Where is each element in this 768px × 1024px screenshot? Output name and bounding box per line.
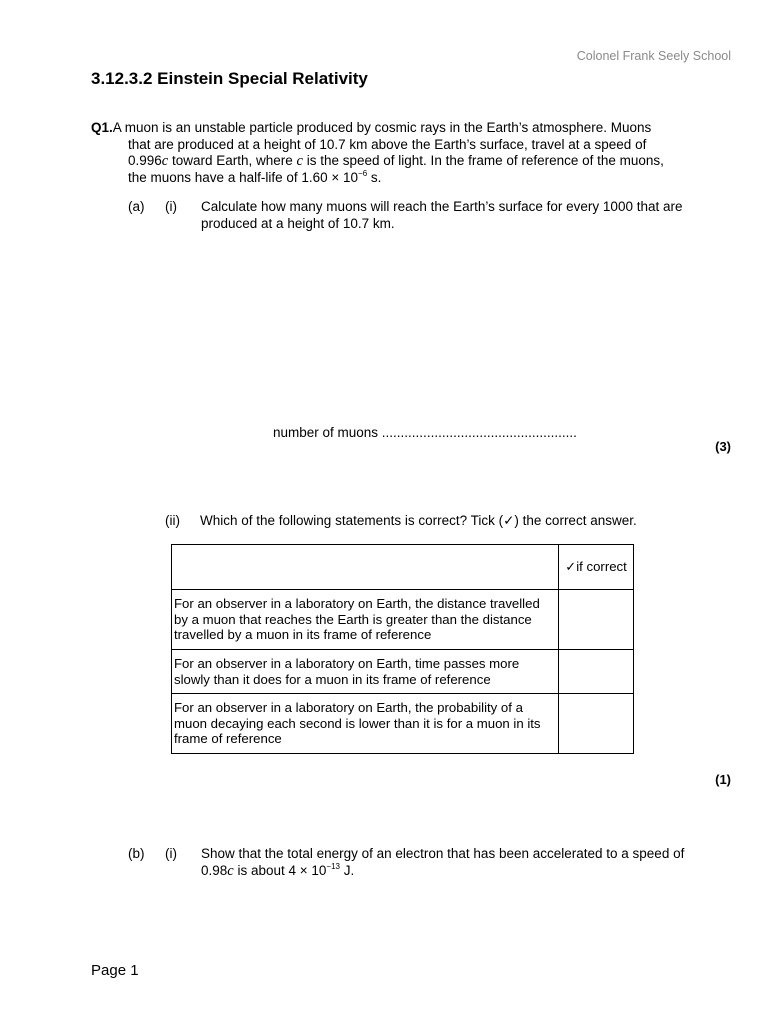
- part-a-i-label: (i): [165, 199, 177, 214]
- question-number: Q1.: [91, 120, 113, 135]
- header-empty-cell: [172, 545, 559, 590]
- part-a-ii-label: (ii): [165, 513, 180, 528]
- part-b-label: (b): [128, 846, 145, 861]
- tick-box-2[interactable]: [559, 650, 634, 694]
- school-name: Colonel Frank Seely School: [576, 49, 731, 63]
- part-a-ii-text: Which of the following statements is correct? Tick (✓) the correct answer.: [200, 513, 637, 528]
- part-a-i-text: Calculate how many muons will reach the Earth’s surface for every 1000 that are produced at a height of 10.7 km.: [201, 199, 683, 231]
- page-number: Page 1: [91, 962, 139, 979]
- intro-line-4: the muons have a half-life of $1.60 \times 10^{-6}$ s.: [128, 168, 382, 185]
- intro-line-2: that are produced at a height of 10.7 km above the Earth’s surface, travel at a speed of: [128, 136, 647, 152]
- answer-line-number-of-muons[interactable]: number of muons ....................................................: [273, 425, 577, 440]
- table-row: [172, 650, 634, 694]
- tick-box-1[interactable]: [559, 590, 634, 650]
- intro-line-1: A muon is an unstable particle produced by cosmic rays in the Earth’s atmosphere. Muons: [112, 120, 652, 135]
- part-b-i-text: Show that the total energy of an electron that has been accelerated to a speed of 0.98c is about $4 \times 10^{-13}$ J.: [201, 846, 685, 879]
- statement-3: For an observer in a laboratory on Earth, the probability of a muon decaying each second is lower than it is for a muon in its frame of reference: [172, 694, 559, 754]
- tick-answer-table: [171, 544, 634, 754]
- intro-line-3: 0.996c toward Earth, where c is the speed of light. In the frame of reference of the muons,: [128, 153, 664, 169]
- marks-a-i: (3): [715, 439, 731, 454]
- table-header-row: [172, 545, 634, 590]
- table-row: [172, 590, 634, 650]
- marks-a-ii: (1): [715, 772, 731, 787]
- page-title: 3.12.3.2 Einstein Special Relativity: [91, 69, 368, 88]
- part-b-i-label: (i): [165, 846, 177, 861]
- part-a-label: (a): [128, 199, 145, 214]
- question-1-intro: [91, 120, 701, 186]
- tick-box-3[interactable]: [559, 694, 634, 754]
- table-row: [172, 694, 634, 754]
- header-check-cell: ✓if correct: [559, 545, 634, 590]
- statement-2: For an observer in a laboratory on Earth, time passes more slowly than it does for a muon in its frame of reference: [172, 650, 559, 694]
- statement-1: For an observer in a laboratory on Earth, the distance travelled by a muon that reaches the Earth is greater than the distance travelled by a muon in its frame of reference: [172, 590, 559, 650]
